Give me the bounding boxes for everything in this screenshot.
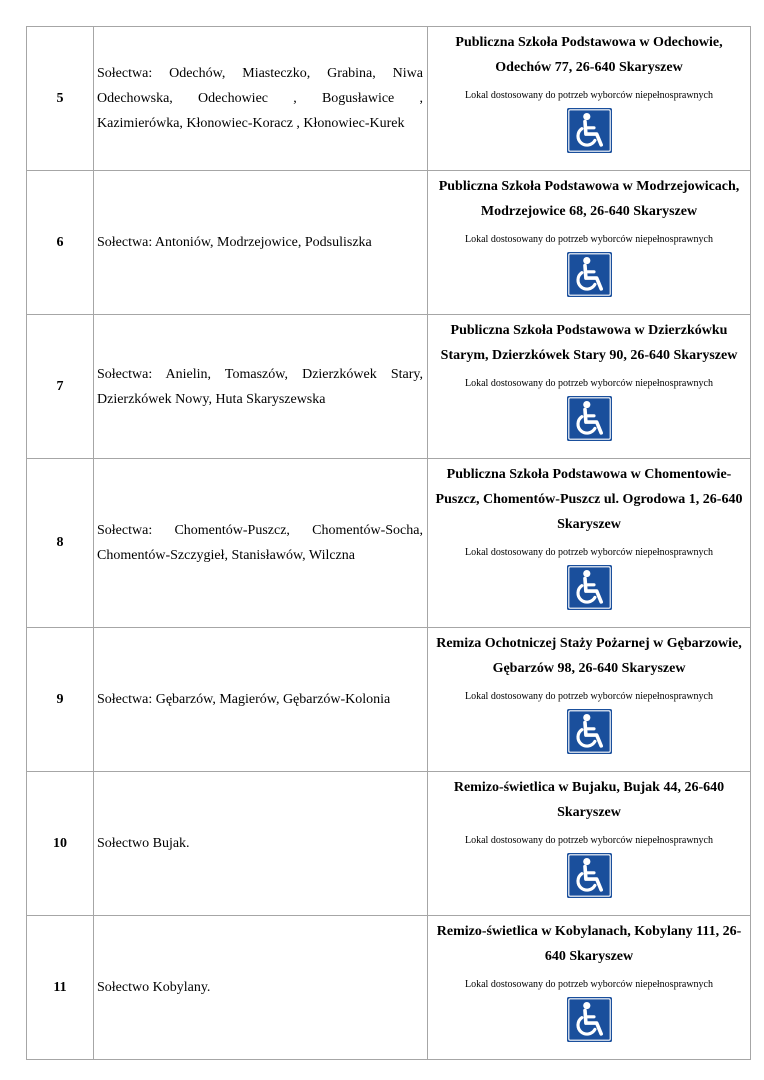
table-row: [27, 315, 751, 459]
accessibility-note: Lokal dostosowany do potrzeb wyborców niepełnosprawnych: [465, 691, 713, 702]
district-areas: Sołectwa: Gębarzów, Magierów, Gębarzów-Kolonia: [94, 628, 428, 772]
district-areas: Sołectwa: Chomentów-Puszcz, Chomentów-Socha, Chomentów-Szczygieł, Stanisławów, Wilczna: [94, 459, 428, 628]
district-number: 10: [27, 772, 94, 916]
table-row: [27, 916, 751, 1060]
district-number: 7: [27, 315, 94, 459]
accessibility-note: Lokal dostosowany do potrzeb wyborców niepełnosprawnych: [465, 835, 713, 846]
district-number: 8: [27, 459, 94, 628]
district-areas: Sołectwa: Antoniów, Modrzejowice, Podsuliszka: [94, 171, 428, 315]
district-number: 9: [27, 628, 94, 772]
district-number: 6: [27, 171, 94, 315]
polling-location-cell: [428, 171, 751, 315]
polling-location-cell: [428, 459, 751, 628]
accessibility-note: Lokal dostosowany do potrzeb wyborców niepełnosprawnych: [465, 547, 713, 558]
polling-location: Publiczna Szkoła Podstawowa w Chomentowie-Puszcz, Chomentów-Puszcz ul. Ogrodowa 1, 26-640 Skaryszew: [435, 467, 743, 532]
polling-location: Remiza Ochotniczej Staży Pożarnej w Gębarzowie, Gębarzów 98, 26-640 Skaryszew: [436, 636, 742, 676]
table-row: [27, 772, 751, 916]
wheelchair-icon: [567, 565, 612, 610]
wheelchair-icon: [567, 709, 612, 754]
polling-location: Remizo-świetlica w Bujaku, Bujak 44, 26-640 Skaryszew: [453, 780, 725, 820]
wheelchair-icon: [567, 396, 612, 441]
district-areas: Sołectwo Kobylany.: [94, 916, 428, 1060]
accessibility-note: Lokal dostosowany do potrzeb wyborców niepełnosprawnych: [465, 979, 713, 990]
polling-location: Publiczna Szkoła Podstawowa w Modrzejowicach, Modrzejowice 68, 26-640 Skaryszew: [438, 179, 740, 219]
table-row: [27, 27, 751, 171]
polling-location: Publiczna Szkoła Podstawowa w Odechowie, Odechów 77, 26-640 Skaryszew: [455, 35, 723, 75]
district-number: 11: [27, 916, 94, 1060]
polling-location-cell: [428, 315, 751, 459]
polling-districts-table: [26, 26, 751, 1060]
table-row: [27, 628, 751, 772]
polling-location-cell: [428, 772, 751, 916]
polling-location-cell: [428, 27, 751, 171]
district-areas: Sołectwo Bujak.: [94, 772, 428, 916]
wheelchair-icon: [567, 853, 612, 898]
wheelchair-icon: [567, 997, 612, 1042]
polling-location-cell: [428, 916, 751, 1060]
wheelchair-icon: [567, 108, 612, 153]
district-number: 5: [27, 27, 94, 171]
wheelchair-icon: [567, 252, 612, 297]
district-areas: Sołectwa: Anielin, Tomaszów, Dzierzkówek Stary, Dzierzkówek Nowy, Huta Skaryszewska: [94, 315, 428, 459]
polling-location: Publiczna Szkoła Podstawowa w Dzierzkówku Starym, Dzierzkówek Stary 90, 26-640 Skaryszew: [440, 323, 738, 363]
accessibility-note: Lokal dostosowany do potrzeb wyborców niepełnosprawnych: [465, 378, 713, 389]
accessibility-note: Lokal dostosowany do potrzeb wyborców niepełnosprawnych: [465, 234, 713, 245]
accessibility-note: Lokal dostosowany do potrzeb wyborców niepełnosprawnych: [465, 90, 713, 101]
polling-location: Remizo-świetlica w Kobylanach, Kobylany 111, 26-640 Skaryszew: [436, 924, 742, 964]
district-areas: Sołectwa: Odechów, Miasteczko, Grabina, Niwa Odechowska, Odechowiec , Bogusławice , Kazimierówka, Kłonowiec-Koracz , Kłonowiec-Kurek: [94, 27, 428, 171]
table-row: [27, 459, 751, 628]
polling-location-cell: [428, 628, 751, 772]
table-row: [27, 171, 751, 315]
